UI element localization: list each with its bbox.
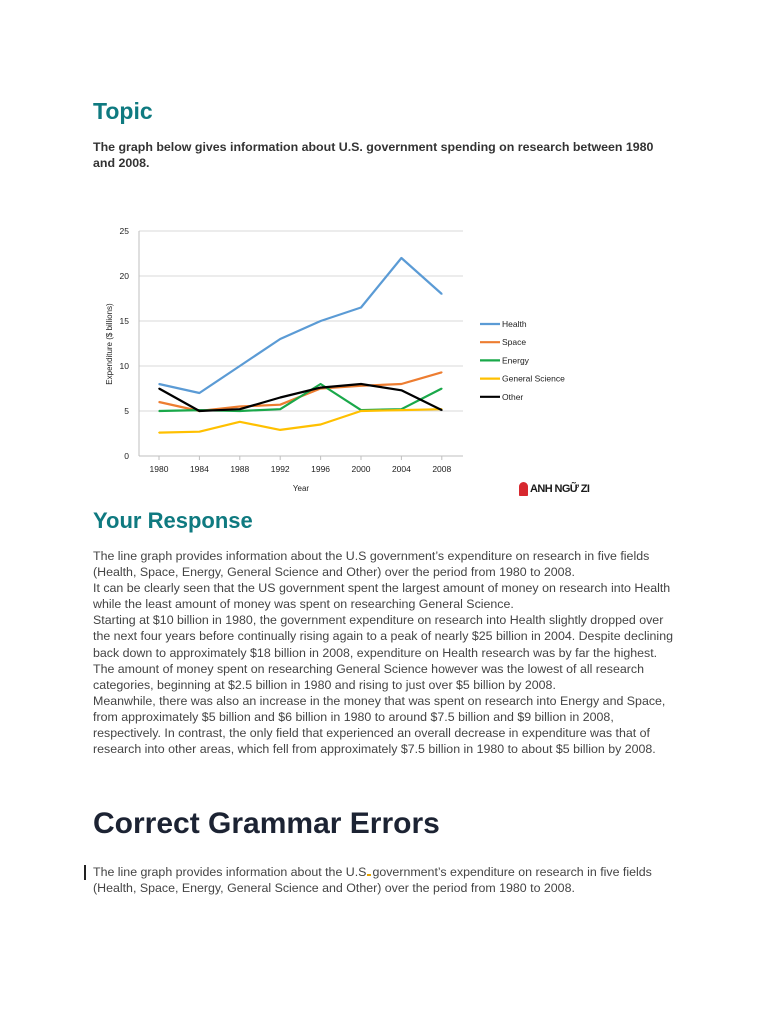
- x-tick-label: 1992: [270, 464, 290, 474]
- data-point: [401, 257, 403, 259]
- data-point: [401, 390, 403, 392]
- response-paragraph: The line graph provides information about the U.S government’s expenditure on research in five fields (Health, Space, Energy, General Science and Other) over the period from 1980 to 2008.: [93, 549, 650, 580]
- x-tick-label: 1988: [230, 464, 250, 474]
- data-point: [441, 293, 443, 295]
- data-point: [239, 365, 241, 367]
- logo-icon: [519, 482, 528, 496]
- x-tick-label: 2008: [432, 464, 452, 474]
- legend-label: Other: [502, 391, 524, 402]
- brand-logo: [519, 480, 589, 498]
- series-line-energy: [159, 384, 442, 411]
- response-heading: Your Response: [93, 508, 253, 533]
- x-tick-label: 2000: [351, 464, 371, 474]
- series-line-general-science: [159, 409, 442, 432]
- data-point: [279, 404, 281, 406]
- legend-label: Energy: [502, 355, 529, 366]
- data-point: [279, 429, 281, 431]
- y-tick-label: 25: [119, 226, 129, 236]
- data-point: [239, 406, 241, 408]
- topic-prompt: The graph below gives information about U.S. government spending on research between 1980 and 2008.: [93, 140, 654, 170]
- data-point: [199, 410, 201, 412]
- data-point: [279, 408, 281, 410]
- y-tick-label: 10: [119, 361, 129, 371]
- legend-label: Health: [502, 319, 527, 329]
- data-point: [239, 410, 241, 412]
- x-tick-label: 1996: [311, 464, 331, 474]
- data-point: [441, 388, 443, 390]
- x-tick-label: 1984: [189, 464, 209, 474]
- response-paragraph: It can be clearly seen that the US government spent the largest amount of money on research into Health while the least amount of money was spent on researching General Science.: [93, 581, 671, 612]
- response-body: [93, 548, 678, 757]
- data-point: [360, 410, 362, 412]
- grammar-editable-text[interactable]: [93, 864, 653, 896]
- x-tick-label: 2004: [391, 464, 411, 474]
- data-point: [320, 383, 322, 385]
- series-line-health: [159, 258, 442, 393]
- response-paragraph: Starting at $10 billion in 1980, the government expenditure on research into Health slightly dropped over the next four years before continually rising again to a peak of nearly $25 billion in 2004. Despite declining back down to approximately $18 billion in 2008, expenditure on Health research was by far the highest. The amount of money spent on researching General Science however was the lowest of all research categories, beginning at $2.5 billion in 1980 and rising to just over $5 billion by 2008.: [93, 613, 673, 692]
- data-point: [158, 383, 160, 385]
- data-point: [239, 421, 241, 423]
- data-point: [441, 372, 443, 374]
- y-tick-label: 5: [124, 406, 129, 416]
- data-point: [360, 307, 362, 309]
- data-point: [401, 409, 403, 411]
- data-point: [239, 408, 241, 410]
- data-point: [158, 388, 160, 390]
- x-tick-label: 1980: [149, 464, 169, 474]
- data-point: [199, 392, 201, 394]
- data-point: [360, 385, 362, 387]
- data-point: [279, 397, 281, 399]
- grammar-heading: Correct Grammar Errors: [93, 807, 440, 840]
- x-axis-label: Year: [292, 484, 310, 493]
- spending-line-chart: [100, 220, 580, 502]
- data-point: [401, 383, 403, 385]
- data-point: [320, 320, 322, 322]
- grammar-error-marker[interactable]: [367, 871, 371, 876]
- y-tick-label: 0: [124, 451, 129, 461]
- y-tick-label: 20: [119, 271, 129, 281]
- data-point: [158, 432, 160, 434]
- data-point: [360, 383, 362, 385]
- data-point: [320, 424, 322, 426]
- legend-label: Space: [502, 337, 527, 348]
- response-paragraph: Meanwhile, there was also an increase in the money that was spent on research into Energy and Space, from approximately $5 billion and $6 billion in 1980 to around $7.5 billion and $9 billion in 2008, respectively. In contrast, the only field that experienced an overall decrease in expenditure was that of research into other areas, which fell from approximately $7.5 billion in 1980 to about $5 billion by 2008.: [93, 693, 666, 757]
- y-tick-label: 15: [119, 316, 129, 326]
- data-point: [320, 387, 322, 389]
- grammar-text-after: government’s expenditure on research in five fields (Health, Space, Energy, General Science and Other) over the period from 1980 to 2008.: [93, 865, 652, 896]
- grammar-text-before: The line graph provides information about the U.S: [93, 865, 367, 879]
- data-point: [199, 431, 201, 433]
- data-point: [441, 409, 443, 411]
- data-point: [158, 410, 160, 412]
- logo-text: ANH NGỮ ZI: [530, 483, 590, 495]
- legend-label: General Science: [502, 373, 565, 384]
- y-axis-label: Expenditure ($ billions): [105, 303, 114, 385]
- data-point: [279, 338, 281, 340]
- topic-heading: Topic: [93, 98, 153, 124]
- data-point: [158, 401, 160, 403]
- text-cursor: [84, 865, 86, 880]
